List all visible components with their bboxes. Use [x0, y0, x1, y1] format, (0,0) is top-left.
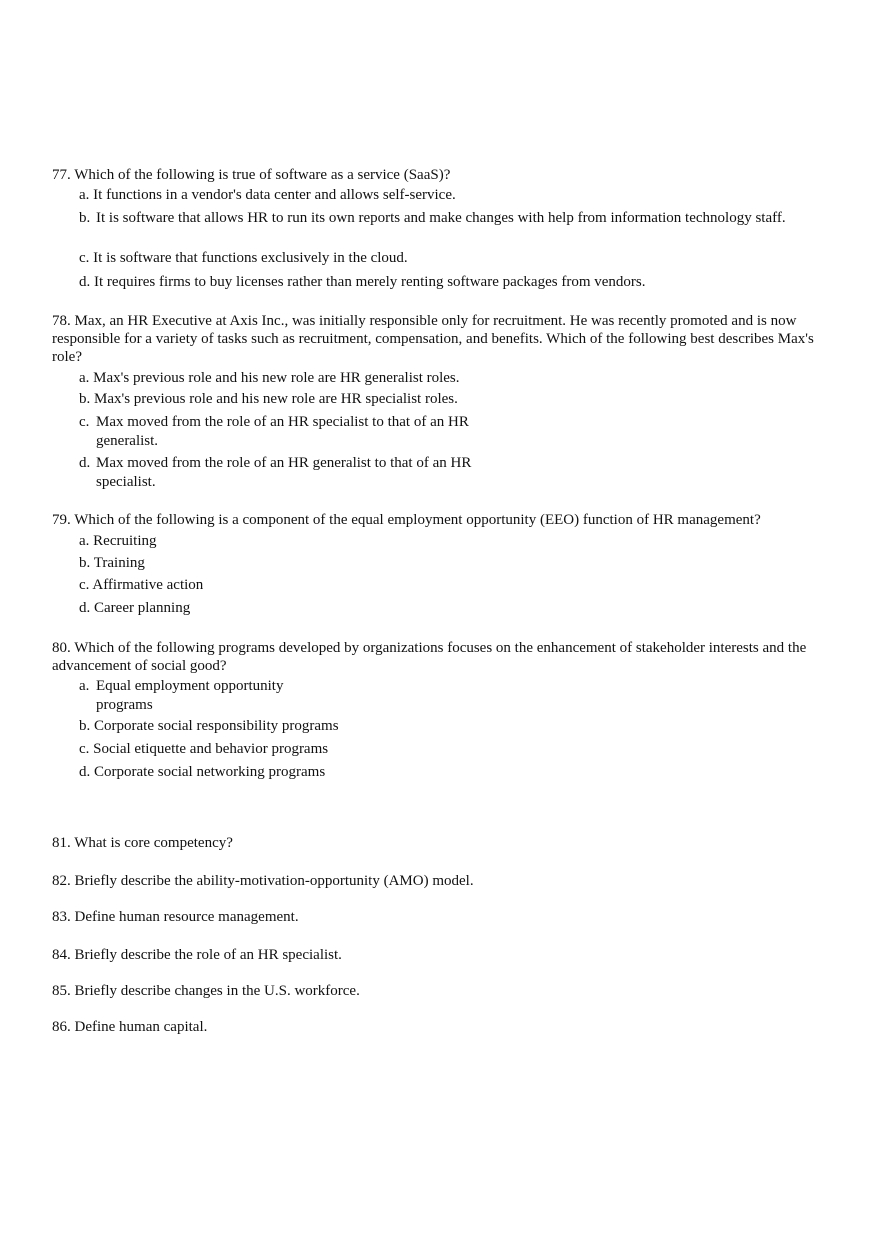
short-answer-question: 82. Briefly describe the ability-motivation-opportunity (AMO) model. — [52, 873, 474, 889]
option-letter: c. — [79, 741, 90, 757]
option-letter: a. — [79, 370, 90, 386]
short-answer-question: 84. Briefly describe the role of an HR specialist. — [52, 947, 342, 963]
answer-option — [79, 186, 456, 204]
option-text: Corporate social networking programs — [94, 764, 326, 780]
answer-option — [79, 413, 499, 450]
option-letter: b. — [79, 210, 91, 226]
option-letter: c. — [79, 577, 90, 593]
short-answer-question: 81. What is core competency? — [52, 835, 233, 851]
option-letter: a. — [79, 187, 90, 203]
option-text: It requires firms to buy licenses rather than merely renting software packages from vendors. — [94, 274, 646, 290]
option-letter: b. — [79, 555, 91, 571]
option-letter: c. — [79, 250, 90, 266]
answer-option — [79, 390, 458, 408]
option-letter: c. — [79, 414, 90, 430]
option-text: It functions in a vendor's data center and allows self-service. — [93, 187, 456, 203]
short-answer-question: 86. Define human capital. — [52, 1019, 208, 1035]
option-text: Max's previous role and his new role are HR generalist roles. — [93, 370, 460, 386]
option-letter: b. — [79, 391, 91, 407]
answer-option — [79, 576, 203, 594]
answer-option — [79, 454, 499, 491]
question-stem: 77. Which of the following is true of software as a service (SaaS)? — [52, 167, 451, 183]
question-stem: 79. Which of the following is a component of the equal employment opportunity (EEO) function of HR management? — [52, 512, 761, 528]
option-letter: d. — [79, 274, 91, 290]
option-letter: d. — [79, 600, 91, 616]
option-text: Training — [93, 555, 145, 571]
question-stem: 78. Max, an HR Executive at Axis Inc., was initially responsible only for recruitment. He was recently promoted and is now responsible for a variety of tasks such as recruitment, compensation, and benefits. Which of the following best describes Max's role? — [52, 313, 814, 365]
answer-option — [79, 369, 460, 387]
option-letter: d. — [79, 455, 91, 471]
option-text: Max's previous role and his new role are HR specialist roles. — [94, 391, 458, 407]
option-text: Equal employment opportunity programs — [96, 678, 284, 713]
option-text: Career planning — [94, 600, 191, 616]
question-stem: 80. Which of the following programs developed by organizations focuses on the enhancement of stakeholder interests and the advancement of social good? — [52, 640, 807, 674]
option-text: Corporate social responsibility programs — [94, 718, 339, 734]
answer-option — [79, 249, 408, 267]
answer-option — [79, 532, 157, 550]
answer-option — [79, 677, 319, 714]
answer-option — [79, 717, 339, 735]
short-answer-question: 83. Define human resource management. — [52, 909, 299, 925]
option-letter: b. — [79, 718, 91, 734]
option-letter: d. — [79, 764, 91, 780]
answer-option — [79, 209, 799, 228]
option-text: Recruiting — [93, 533, 157, 549]
answer-option — [79, 599, 190, 617]
short-answer-question: 85. Briefly describe changes in the U.S. workforce. — [52, 983, 360, 999]
option-text: Max moved from the role of an HR generalist to that of an HR specialist. — [96, 455, 472, 490]
answer-option — [79, 273, 645, 291]
option-text: It is software that functions exclusively in the cloud. — [93, 250, 408, 266]
option-text: It is software that allows HR to run its own reports and make changes with help from information technology staff. — [96, 210, 786, 226]
option-text: Affirmative action — [92, 577, 204, 593]
answer-option — [79, 763, 325, 781]
option-text: Social etiquette and behavior programs — [93, 741, 329, 757]
option-letter: a. — [79, 678, 90, 694]
option-text: Max moved from the role of an HR specialist to that of an HR generalist. — [96, 414, 469, 449]
answer-option — [79, 740, 328, 758]
option-letter: a. — [79, 533, 90, 549]
answer-option — [79, 554, 145, 572]
